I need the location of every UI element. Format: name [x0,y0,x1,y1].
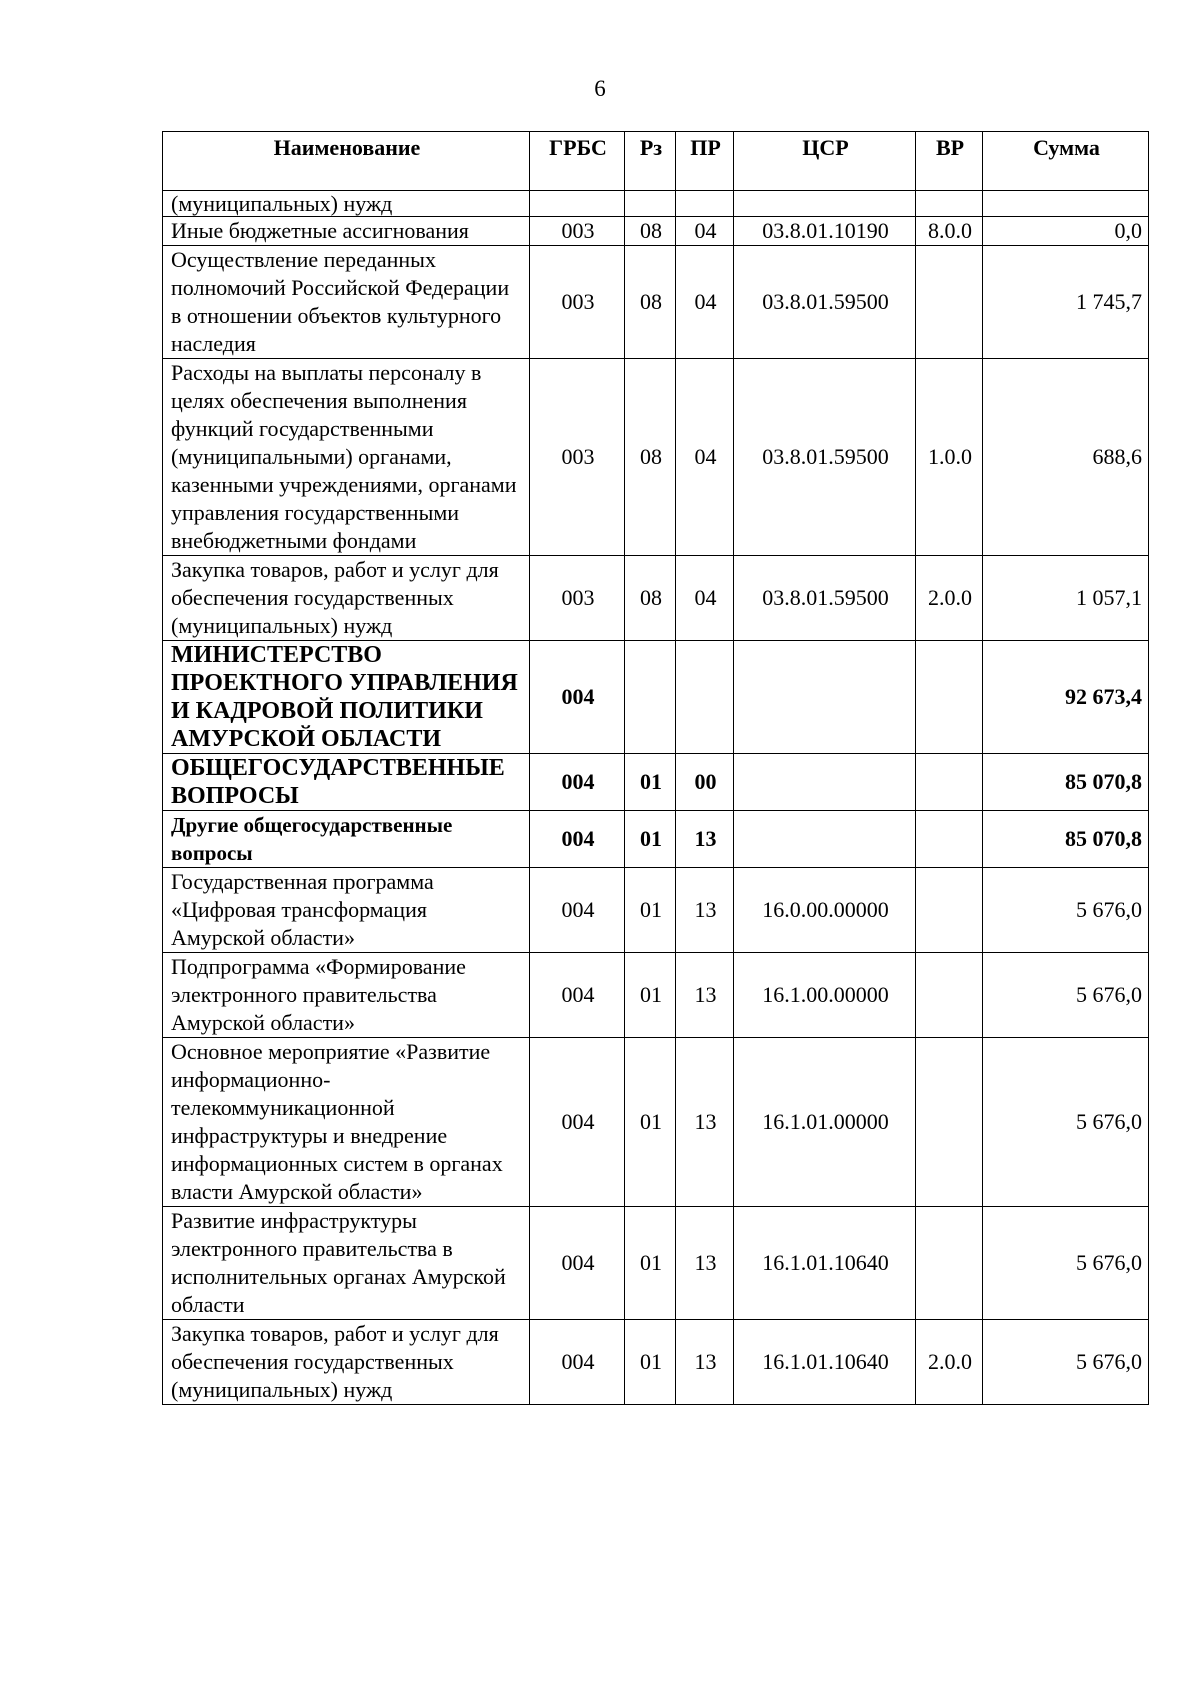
row-vr: 2.0.0 [916,1320,983,1405]
header-sum: Сумма [983,132,1149,191]
header-vr: ВР [916,132,983,191]
table-row [163,246,1149,359]
table-header-row [163,132,1149,191]
row-name: Другие общегосударственные вопросы [163,811,530,868]
row-pr: 04 [676,556,734,641]
row-grbs: 004 [530,1207,625,1320]
row-sum: 92 673,4 [983,641,1149,754]
row-sum: 0,0 [983,217,1149,246]
row-rz: 01 [625,1320,676,1405]
row-csr: 03.8.01.59500 [734,246,916,359]
table-row [163,1320,1149,1405]
row-rz: 01 [625,1207,676,1320]
row-csr [734,191,916,217]
table-row [163,1207,1149,1320]
row-grbs [530,191,625,217]
row-pr: 04 [676,359,734,556]
header-pr: ПР [676,132,734,191]
row-rz [625,191,676,217]
row-sum [983,191,1149,217]
row-name: Осуществление переданных полномочий Российской Федерации в отношении объектов культурного наследия [163,246,530,359]
row-name: Иные бюджетные ассигнования [163,217,530,246]
row-sum: 5 676,0 [983,1038,1149,1207]
row-rz [625,641,676,754]
row-grbs: 004 [530,641,625,754]
row-rz: 01 [625,1038,676,1207]
row-name: Расходы на выплаты персоналу в целях обеспечения выполнения функций государственными (муниципальными) органами, казенными учреждениями, органами управления государственными внебюджетными фондами [163,359,530,556]
row-csr: 03.8.01.59500 [734,359,916,556]
row-sum: 1 057,1 [983,556,1149,641]
row-name: МИНИСТЕРСТВО ПРОЕКТНОГО УПРАВЛЕНИЯ И КАДРОВОЙ ПОЛИТИКИ АМУРСКОЙ ОБЛАСТИ [163,641,530,754]
row-vr: 1.0.0 [916,359,983,556]
row-vr [916,868,983,953]
row-sum: 5 676,0 [983,953,1149,1038]
header-name: Наименование [163,132,530,191]
row-vr [916,754,983,811]
row-csr: 16.1.01.10640 [734,1320,916,1405]
row-rz: 08 [625,246,676,359]
row-rz: 01 [625,811,676,868]
row-name: Подпрограмма «Формирование электронного правительства Амурской области» [163,953,530,1038]
row-pr: 13 [676,811,734,868]
row-csr: 03.8.01.10190 [734,217,916,246]
row-grbs: 004 [530,811,625,868]
table-row [163,868,1149,953]
row-name: ОБЩЕГОСУДАРСТВЕННЫЕ ВОПРОСЫ [163,754,530,811]
row-rz: 08 [625,556,676,641]
page-number: 6 [594,76,606,101]
row-csr: 16.1.00.00000 [734,953,916,1038]
row-pr: 00 [676,754,734,811]
budget-table [162,131,1149,1405]
table-row [163,1038,1149,1207]
row-csr: 03.8.01.59500 [734,556,916,641]
row-grbs: 004 [530,1038,625,1207]
row-pr: 13 [676,1038,734,1207]
row-sum: 5 676,0 [983,1207,1149,1320]
table-row [163,359,1149,556]
row-rz: 01 [625,754,676,811]
table-row [163,811,1149,868]
row-grbs: 003 [530,556,625,641]
row-name: Основное мероприятие «Развитие информационно-телекоммуникационной инфраструктуры и внедрение информационных систем в органах власти Амурской области» [163,1038,530,1207]
row-name: Закупка товаров, работ и услуг для обеспечения государственных (муниципальных) нужд [163,1320,530,1405]
row-name: Государственная программа «Цифровая трансформация Амурской области» [163,868,530,953]
row-grbs: 003 [530,359,625,556]
row-sum: 688,6 [983,359,1149,556]
row-csr: 16.0.00.00000 [734,868,916,953]
row-rz: 08 [625,217,676,246]
row-vr [916,811,983,868]
row-pr: 13 [676,1207,734,1320]
row-vr [916,953,983,1038]
row-pr: 13 [676,868,734,953]
row-grbs: 004 [530,754,625,811]
row-grbs: 003 [530,217,625,246]
row-vr [916,1207,983,1320]
table-row [163,217,1149,246]
row-sum: 5 676,0 [983,1320,1149,1405]
row-name: Развитие инфраструктуры электронного правительства в исполнительных органах Амурской области [163,1207,530,1320]
row-pr: 13 [676,953,734,1038]
row-csr [734,754,916,811]
row-csr: 16.1.01.10640 [734,1207,916,1320]
table-row [163,754,1149,811]
row-csr [734,811,916,868]
table-row [163,556,1149,641]
row-rz: 01 [625,953,676,1038]
row-vr: 8.0.0 [916,217,983,246]
row-pr [676,191,734,217]
row-pr [676,641,734,754]
table-row [163,953,1149,1038]
row-grbs: 004 [530,953,625,1038]
row-grbs: 004 [530,868,625,953]
header-grbs: ГРБС [530,132,625,191]
row-pr: 04 [676,246,734,359]
row-csr: 16.1.01.00000 [734,1038,916,1207]
row-sum: 5 676,0 [983,868,1149,953]
row-vr [916,641,983,754]
row-grbs: 003 [530,246,625,359]
row-name: Закупка товаров, работ и услуг для обеспечения государственных (муниципальных) нужд [163,556,530,641]
table-row [163,641,1149,754]
header-csr: ЦСР [734,132,916,191]
row-pr: 04 [676,217,734,246]
row-vr [916,191,983,217]
row-sum: 1 745,7 [983,246,1149,359]
row-csr [734,641,916,754]
row-vr: 2.0.0 [916,556,983,641]
row-vr [916,246,983,359]
row-name: (муниципальных) нужд [163,191,530,217]
header-rz: Рз [625,132,676,191]
row-rz: 08 [625,359,676,556]
row-grbs: 004 [530,1320,625,1405]
row-sum: 85 070,8 [983,754,1149,811]
row-pr: 13 [676,1320,734,1405]
row-sum: 85 070,8 [983,811,1149,868]
row-rz: 01 [625,868,676,953]
table-row [163,191,1149,217]
row-vr [916,1038,983,1207]
